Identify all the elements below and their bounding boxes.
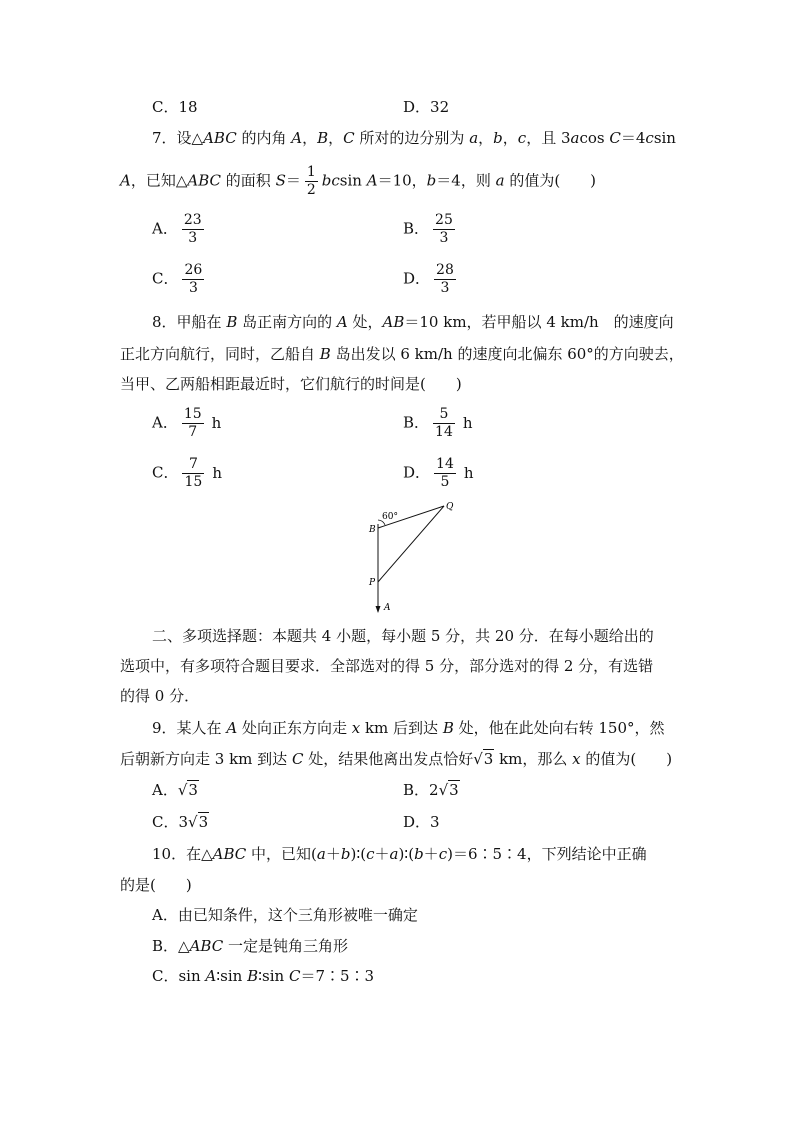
q7-stem-line1 bbox=[152, 128, 676, 148]
math-var: A bbox=[205, 967, 217, 985]
section2-line3: 的得 0 分． bbox=[120, 687, 200, 705]
text: ＋ bbox=[423, 845, 439, 863]
fraction-numerator: 26 bbox=[184, 262, 203, 278]
text: )∶( bbox=[350, 845, 367, 863]
sqrt: √3 bbox=[473, 750, 494, 768]
math-var: B bbox=[442, 719, 454, 737]
text: 岛正南方向的 bbox=[237, 313, 337, 331]
option-text: 18 bbox=[178, 98, 198, 116]
q7-option-d bbox=[403, 262, 460, 297]
q8-option-a bbox=[152, 406, 221, 441]
math-var: b bbox=[414, 845, 424, 863]
option-letter: D． bbox=[403, 463, 431, 482]
angle-label: 60° bbox=[382, 512, 398, 522]
text: 的值为( ) bbox=[580, 750, 673, 768]
math-var: x bbox=[351, 719, 361, 737]
q7-option-c bbox=[152, 262, 208, 297]
q10-stem-line2: 的是( ) bbox=[120, 876, 192, 894]
math-var: A bbox=[120, 171, 131, 190]
fraction-numerator: 23 bbox=[183, 212, 202, 228]
fraction bbox=[434, 262, 456, 297]
math-var: x bbox=[572, 750, 581, 768]
math-var: A bbox=[291, 129, 303, 147]
math-var: A bbox=[336, 313, 348, 331]
text: 处，他在此处向右转 150°，然 bbox=[453, 719, 665, 737]
option-letter: C． bbox=[152, 463, 179, 482]
math-var: ABC bbox=[203, 129, 237, 147]
q8-stem-line1 bbox=[152, 312, 674, 332]
text: 所对的边分别为 bbox=[354, 129, 470, 147]
fraction-numerator: 7 bbox=[182, 456, 204, 474]
math-var: a bbox=[495, 171, 505, 190]
q9-option-c bbox=[152, 812, 209, 832]
fraction-denominator: 5 bbox=[440, 474, 450, 490]
arrow-head bbox=[376, 606, 381, 613]
text: ＋ bbox=[374, 845, 390, 863]
text: 中，已知( bbox=[246, 845, 317, 863]
question-number: 10． bbox=[152, 845, 187, 863]
q10-option-a bbox=[152, 905, 418, 925]
math-var: a bbox=[570, 129, 580, 147]
text: ∶sin bbox=[216, 967, 248, 985]
text: 后朝新方向走 3 km 到达 bbox=[120, 750, 292, 768]
option-text: 3 bbox=[430, 813, 440, 831]
math-var: B bbox=[226, 313, 238, 331]
fraction-numerator: 14 bbox=[436, 456, 454, 472]
option-letter: C． bbox=[152, 967, 179, 985]
q8-stem-line3: 当甲、乙两船相距最近时，它们航行的时间是( ) bbox=[120, 375, 462, 393]
option-letter: C． bbox=[152, 98, 179, 116]
option-letter: D． bbox=[403, 269, 431, 288]
text: 岛出发以 6 km/h 的速度向北偏东 60°的方向驶去， bbox=[330, 345, 684, 363]
text: 的内角 bbox=[236, 129, 292, 147]
q10-option-b bbox=[152, 936, 348, 956]
text: sin bbox=[339, 171, 367, 190]
option-letter: A． bbox=[152, 219, 178, 238]
point-a-label: A bbox=[384, 603, 391, 613]
text: ＝4 bbox=[620, 129, 646, 147]
q7-stem-line2 bbox=[120, 164, 596, 199]
text: cos bbox=[579, 129, 610, 147]
q7-option-a bbox=[152, 212, 208, 247]
text: ， bbox=[478, 129, 494, 147]
text: ∶sin bbox=[258, 967, 289, 985]
math-var: ABC bbox=[189, 937, 224, 955]
fraction-denominator: 3 bbox=[188, 230, 198, 246]
math-var: c bbox=[645, 129, 654, 147]
option-letter: A． bbox=[152, 906, 178, 924]
text: △ bbox=[178, 937, 190, 955]
text: km，那么 bbox=[494, 750, 573, 768]
section2-line1: 二、多项选择题：本题共 4 小题，每小题 5 分，共 20 分．在每小题给出的 bbox=[152, 627, 654, 645]
text: 某人在 bbox=[176, 719, 227, 737]
text: 处，结果他离出发点恰好 bbox=[303, 750, 474, 768]
math-var: C bbox=[288, 967, 301, 985]
point-b-label: B bbox=[369, 525, 376, 535]
radicand: 3 bbox=[188, 781, 198, 799]
fraction bbox=[434, 456, 456, 491]
fraction-denominator: 2 bbox=[306, 182, 316, 198]
text: 处， bbox=[347, 313, 383, 331]
question-number: 7． bbox=[152, 129, 177, 147]
text: sin bbox=[178, 967, 206, 985]
coefficient: 2 bbox=[429, 781, 439, 799]
math-var: a bbox=[389, 845, 399, 863]
option-letter: C． bbox=[152, 269, 179, 288]
q8-option-b bbox=[403, 406, 473, 441]
text: 处向正东方向走 bbox=[237, 719, 352, 737]
text: 甲船在 bbox=[176, 313, 227, 331]
q6-option-d bbox=[403, 97, 449, 117]
text: 的面积 bbox=[221, 171, 276, 190]
q9-option-d bbox=[403, 812, 440, 832]
coefficient: 3 bbox=[178, 813, 189, 831]
math-var: c bbox=[438, 845, 448, 863]
unit: h bbox=[211, 413, 222, 432]
fraction-numerator: 15 bbox=[183, 406, 202, 422]
q7-option-b bbox=[403, 212, 459, 247]
math-var: B bbox=[247, 967, 259, 985]
text: ＝10 km，若甲船以 4 km/h 的速度向 bbox=[404, 313, 674, 331]
text: 的值为( ) bbox=[504, 171, 597, 190]
fraction bbox=[182, 212, 204, 247]
option-letter: B． bbox=[403, 413, 430, 432]
math-var: ABC bbox=[187, 171, 222, 190]
radicand: 3 bbox=[449, 781, 459, 799]
unit: h bbox=[463, 463, 474, 482]
math-var: B bbox=[319, 345, 331, 363]
q9-stem-line1 bbox=[152, 718, 665, 738]
fraction-denominator: 14 bbox=[435, 424, 453, 440]
math-var: bc bbox=[321, 171, 340, 190]
q9-stem-line2 bbox=[120, 749, 672, 769]
text: ＝4，则 bbox=[436, 171, 496, 190]
fraction bbox=[182, 406, 204, 441]
text: ＝7∶5∶3 bbox=[300, 967, 375, 985]
math-var: C bbox=[291, 750, 304, 768]
math-var: B bbox=[317, 129, 329, 147]
q9-option-a bbox=[152, 780, 199, 800]
math-var: AB bbox=[382, 313, 405, 331]
fraction bbox=[182, 262, 204, 297]
option-text: 由已知条件，这个三角形被唯一确定 bbox=[177, 906, 418, 924]
q9-option-b bbox=[403, 780, 460, 800]
text: ， bbox=[328, 129, 344, 147]
fraction-numerator: 1 bbox=[306, 164, 316, 180]
text: 设△ bbox=[176, 129, 204, 147]
fraction-numerator: 5 bbox=[433, 406, 455, 424]
unit: h bbox=[462, 413, 473, 432]
text: ， bbox=[302, 129, 318, 147]
section2-line2: 选项中，有多项符合题目要求．全部选对的得 5 分，部分选对的得 2 分，有选错 bbox=[120, 657, 654, 675]
point-p-label: P bbox=[369, 578, 376, 588]
fraction bbox=[433, 406, 455, 441]
q8-stem-line2 bbox=[120, 344, 684, 364]
question-number: 9． bbox=[152, 719, 177, 737]
math-var: a bbox=[469, 129, 479, 147]
math-var: a bbox=[316, 845, 326, 863]
fraction-denominator: 3 bbox=[439, 230, 449, 246]
text: ＝10， bbox=[377, 171, 427, 190]
math-var: C bbox=[343, 129, 355, 147]
option-text: 32 bbox=[430, 98, 450, 116]
q8-option-c bbox=[152, 456, 222, 491]
fraction-denominator: 7 bbox=[188, 424, 198, 440]
fraction-numerator: 25 bbox=[435, 212, 453, 228]
point-q-label: Q bbox=[446, 502, 454, 512]
q8-option-d bbox=[403, 456, 474, 491]
text: ， bbox=[502, 129, 518, 147]
text: ，已知△ bbox=[130, 171, 188, 190]
sqrt: √3 bbox=[438, 781, 459, 799]
sqrt: √3 bbox=[188, 813, 209, 831]
fraction bbox=[433, 212, 455, 247]
text: ＝ bbox=[285, 171, 301, 190]
option-letter: C． bbox=[152, 813, 179, 831]
fraction-denominator: 3 bbox=[440, 280, 450, 296]
radicand: 3 bbox=[483, 750, 494, 768]
fraction bbox=[182, 456, 204, 491]
fraction-denominator: 3 bbox=[188, 280, 198, 296]
math-var: c bbox=[366, 845, 375, 863]
text: ＋ bbox=[325, 845, 341, 863]
math-var: b bbox=[426, 171, 437, 190]
option-letter: B． bbox=[403, 781, 430, 799]
text: 一定是钝角三角形 bbox=[223, 937, 348, 955]
math-var: b bbox=[340, 845, 351, 863]
math-var: C bbox=[609, 129, 621, 147]
math-var: A bbox=[366, 171, 378, 190]
option-letter: D． bbox=[403, 98, 431, 116]
math-var: c bbox=[517, 129, 527, 147]
text: 正北方向航行，同时，乙船自 bbox=[120, 345, 320, 363]
option-letter: A． bbox=[152, 781, 178, 799]
q10-stem-line1 bbox=[152, 844, 647, 864]
math-var: A bbox=[226, 719, 238, 737]
text: 在△ bbox=[186, 845, 213, 863]
math-var: b bbox=[493, 129, 503, 147]
sqrt: √3 bbox=[177, 781, 198, 799]
option-letter: D． bbox=[403, 813, 431, 831]
q6-option-c bbox=[152, 97, 198, 117]
text: ，且 3 bbox=[526, 129, 571, 147]
fraction-numerator: 28 bbox=[436, 262, 454, 278]
fraction bbox=[305, 164, 318, 199]
fraction-denominator: 15 bbox=[184, 474, 203, 490]
option-letter: B． bbox=[403, 219, 430, 238]
text: km 后到达 bbox=[360, 719, 443, 737]
radicand: 3 bbox=[198, 813, 209, 831]
question-number: 8． bbox=[152, 313, 177, 331]
option-letter: B． bbox=[152, 937, 179, 955]
option-letter: A． bbox=[152, 413, 178, 432]
ship-diagram bbox=[360, 498, 470, 616]
math-var: ABC bbox=[212, 845, 247, 863]
unit: h bbox=[212, 463, 222, 482]
text: )＝6∶5∶4，下列结论中正确 bbox=[447, 845, 647, 863]
text: sin bbox=[653, 129, 676, 147]
math-var: S bbox=[275, 171, 286, 190]
q10-option-c bbox=[152, 966, 374, 986]
text: )∶( bbox=[398, 845, 415, 863]
